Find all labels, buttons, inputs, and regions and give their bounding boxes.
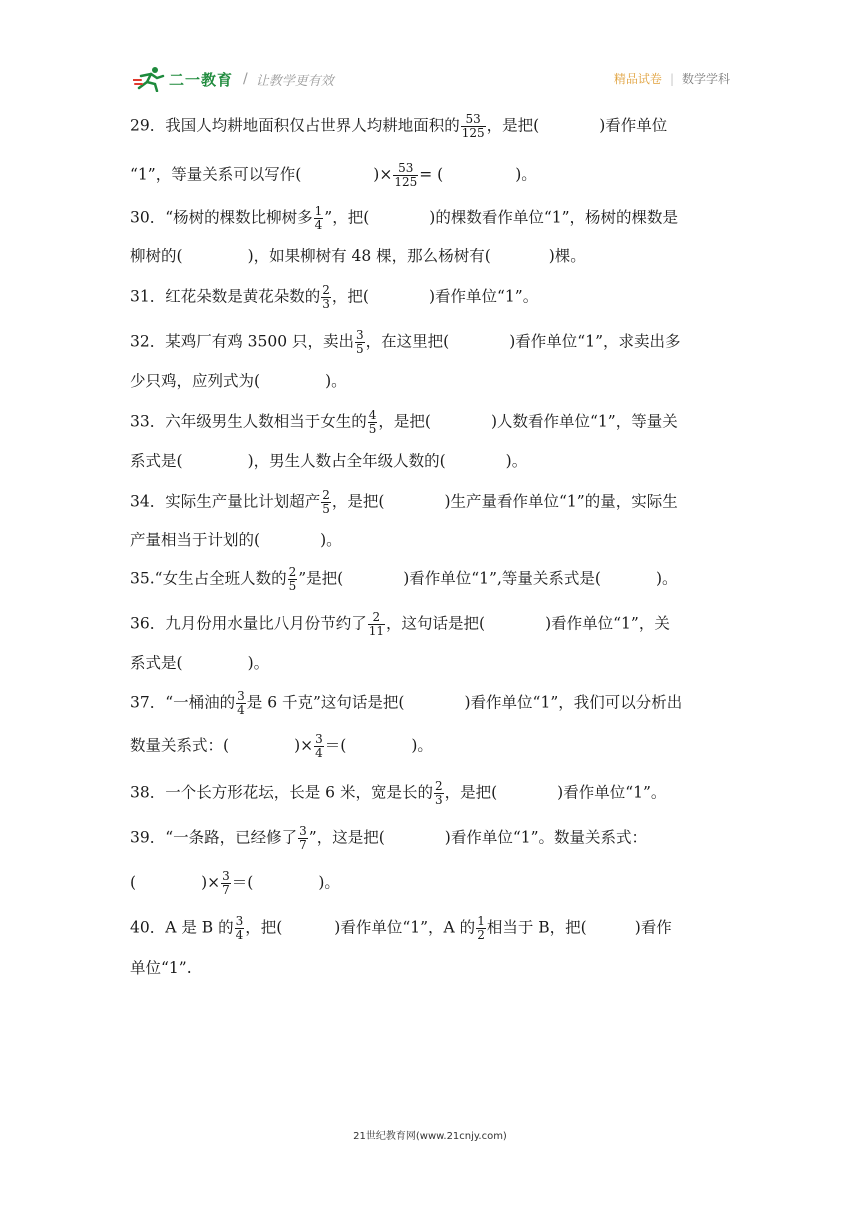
fraction bbox=[461, 113, 486, 140]
question-34-line2 bbox=[130, 528, 342, 552]
question-text: 数量关系式：( bbox=[130, 736, 230, 755]
question-text: ”是把( bbox=[298, 569, 344, 588]
logo-text: 二一教育 bbox=[169, 70, 234, 89]
question-text: )。 bbox=[318, 873, 340, 892]
question-text: )× bbox=[294, 736, 314, 755]
header-slogan: 让教学更有效 bbox=[255, 73, 334, 89]
numerator: 53 bbox=[393, 162, 418, 176]
question-text: )看作单位“1”。 bbox=[428, 287, 539, 306]
numerator: 4 bbox=[368, 408, 377, 422]
question-30-line1 bbox=[130, 204, 679, 232]
question-32-line1 bbox=[130, 328, 681, 356]
question-text: )看作单位“1”，关 bbox=[545, 614, 670, 633]
question-text: ”，这是把( bbox=[308, 828, 385, 847]
fraction bbox=[298, 825, 308, 852]
numerator: 2 bbox=[368, 611, 385, 625]
denominator: 125 bbox=[394, 175, 418, 189]
question-36-line1 bbox=[130, 610, 670, 638]
brand-logo bbox=[133, 66, 334, 92]
question-text: ，是把( bbox=[331, 492, 385, 511]
fraction bbox=[221, 870, 231, 897]
question-29-line2 bbox=[130, 161, 537, 189]
question-text: 是 6 千克”这句话是把( bbox=[246, 693, 405, 712]
question-text: )生产量看作单位“1”的量，实际生 bbox=[444, 492, 678, 511]
question-text: )看作单位“1”。数量关系式： bbox=[444, 828, 648, 847]
question-29-line1 bbox=[130, 112, 668, 140]
numerator: 3 bbox=[356, 328, 364, 342]
denominator: 4 bbox=[235, 928, 244, 942]
fraction bbox=[314, 733, 324, 760]
question-33-line1 bbox=[130, 408, 678, 436]
question-text: )人数看作单位“1”，等量关 bbox=[490, 412, 678, 431]
header-separator: / bbox=[243, 71, 248, 87]
numerator: 1 bbox=[314, 204, 323, 218]
question-text: )。 bbox=[325, 372, 347, 390]
denominator: 7 bbox=[222, 883, 230, 897]
question-text: )× bbox=[373, 165, 393, 184]
numerator: 3 bbox=[222, 869, 230, 883]
denominator: 5 bbox=[322, 502, 330, 516]
badge-separator: | bbox=[669, 71, 674, 86]
question-text: = ( bbox=[419, 165, 444, 184]
numerator: 1 bbox=[477, 914, 485, 928]
question-38 bbox=[130, 779, 667, 807]
question-text: )看作单位“1”。 bbox=[557, 783, 667, 802]
question-text: ，是把( bbox=[444, 783, 498, 802]
question-text: ＝( bbox=[231, 873, 254, 892]
question-35 bbox=[130, 565, 678, 593]
question-text: )。 bbox=[411, 736, 433, 755]
question-39-line2 bbox=[130, 869, 340, 897]
fraction bbox=[434, 780, 444, 807]
denominator: 2 bbox=[477, 928, 485, 942]
question-39-line1 bbox=[130, 824, 648, 852]
question-36-line2 bbox=[130, 651, 269, 675]
question-40-line1 bbox=[130, 914, 672, 942]
question-30-line2 bbox=[130, 244, 586, 268]
fraction bbox=[393, 162, 418, 189]
question-text: 36．九月份用水量比八月份节约了 bbox=[130, 614, 367, 633]
question-33-line2 bbox=[130, 449, 527, 473]
question-31 bbox=[130, 283, 539, 311]
fraction bbox=[321, 489, 331, 516]
denominator: 4 bbox=[314, 218, 323, 232]
denominator: 11 bbox=[368, 624, 385, 638]
question-text: )看作 bbox=[634, 918, 672, 937]
question-text: )× bbox=[201, 873, 221, 892]
denominator: 4 bbox=[237, 703, 245, 717]
page-header bbox=[0, 0, 860, 100]
question-text: 31．红花朵数是黄花朵数的 bbox=[130, 287, 321, 306]
question-40-line2 bbox=[130, 956, 192, 980]
denominator: 5 bbox=[368, 422, 377, 436]
question-32-line2 bbox=[130, 369, 347, 393]
fraction bbox=[476, 915, 486, 942]
question-text: 33．六年级男生人数相当于女生的 bbox=[130, 412, 367, 431]
question-text: ”，把( bbox=[324, 208, 370, 227]
question-text: 34．实际生产量比计划超产 bbox=[130, 492, 321, 511]
question-text: 37．“一桶油的 bbox=[130, 693, 236, 712]
question-text: 30．“杨树的棵数比柳树多 bbox=[130, 208, 313, 227]
question-text: 38．一个长方形花坛，长是 6 米，宽是长的 bbox=[130, 783, 433, 802]
numerator: 3 bbox=[299, 824, 307, 838]
denominator: 5 bbox=[356, 342, 364, 356]
question-text: ＝( bbox=[324, 736, 347, 755]
question-text: )。 bbox=[247, 654, 270, 672]
numerator: 2 bbox=[322, 488, 330, 502]
question-text: 单位“1”. bbox=[130, 959, 192, 977]
question-text: 系式是( bbox=[130, 654, 183, 672]
numerator: 2 bbox=[322, 283, 330, 297]
question-text: 29．我国人均耕地面积仅占世界人均耕地面积的 bbox=[130, 116, 460, 135]
question-text: “1”，等量关系可以写作( bbox=[130, 165, 302, 184]
fraction bbox=[288, 566, 298, 593]
question-text: 32．某鸡厂有鸡 3500 只，卖出 bbox=[130, 332, 355, 351]
header-badges bbox=[614, 70, 730, 87]
fraction bbox=[236, 690, 246, 717]
question-text: ，在这里把( bbox=[365, 332, 450, 351]
fraction bbox=[368, 611, 385, 638]
question-text: ，是把( bbox=[486, 116, 540, 135]
subject-badge: 数学学科 bbox=[681, 72, 730, 86]
running-figure-icon bbox=[133, 66, 167, 92]
question-text: )。 bbox=[655, 569, 678, 588]
question-text: )的棵数看作单位“1”，杨树的棵数是 bbox=[429, 208, 679, 227]
page-footer: 21世纪教育网(www.21cnjy.com) bbox=[353, 1131, 507, 1142]
fraction bbox=[235, 915, 245, 942]
numerator: 3 bbox=[235, 914, 244, 928]
fraction bbox=[321, 284, 331, 311]
question-text: 系式是( bbox=[130, 452, 183, 470]
question-text: 40．A 是 B 的 bbox=[130, 918, 234, 937]
question-text: )。 bbox=[515, 165, 537, 184]
question-text: 产量相当于计划的( bbox=[130, 531, 261, 549]
question-text: 39．“一条路，已经修了 bbox=[130, 828, 298, 847]
question-34-line1 bbox=[130, 488, 678, 516]
denominator: 3 bbox=[322, 297, 330, 311]
fraction bbox=[314, 205, 324, 232]
question-text: ，是把( bbox=[378, 412, 431, 431]
question-text: )棵。 bbox=[548, 247, 586, 265]
premium-badge: 精品试卷 bbox=[613, 72, 662, 86]
question-text: )，如果柳树有 48 棵，那么杨树有( bbox=[247, 247, 491, 265]
denominator: 3 bbox=[434, 793, 443, 807]
numerator: 2 bbox=[288, 565, 297, 579]
denominator: 125 bbox=[461, 126, 485, 140]
question-text: )看作单位“1”，求卖出多 bbox=[509, 332, 681, 351]
denominator: 7 bbox=[299, 838, 307, 852]
question-37-line1 bbox=[130, 689, 683, 717]
question-37-line2 bbox=[130, 732, 433, 760]
question-text: )看作单位“1”，A 的 bbox=[334, 918, 476, 937]
question-text: )看作单位 bbox=[599, 116, 668, 135]
numerator: 3 bbox=[237, 689, 245, 703]
question-text: )，男生人数占全年级人数的( bbox=[247, 452, 446, 470]
numerator: 3 bbox=[315, 732, 323, 746]
question-text: 柳树的( bbox=[130, 247, 183, 265]
numerator: 53 bbox=[461, 113, 486, 127]
question-text: ( bbox=[130, 873, 137, 892]
question-text: 少只鸡，应列式为( bbox=[130, 372, 261, 390]
question-text: ，把( bbox=[245, 918, 283, 937]
denominator: 4 bbox=[315, 746, 323, 760]
fraction bbox=[368, 409, 378, 436]
denominator: 5 bbox=[288, 579, 297, 593]
question-text: 相当于 B，把( bbox=[486, 918, 587, 937]
numerator: 2 bbox=[434, 779, 443, 793]
question-text: )。 bbox=[505, 452, 528, 470]
question-text: )看作单位“1”,等量关系式是( bbox=[403, 569, 601, 588]
fraction bbox=[355, 329, 365, 356]
question-text: 35.“女生占全班人数的 bbox=[130, 569, 287, 588]
question-text: )看作单位“1”，我们可以分析出 bbox=[464, 693, 683, 712]
question-text: ，这句话是把( bbox=[386, 614, 486, 633]
question-text: ，把( bbox=[331, 287, 369, 306]
question-text: )。 bbox=[320, 531, 342, 549]
